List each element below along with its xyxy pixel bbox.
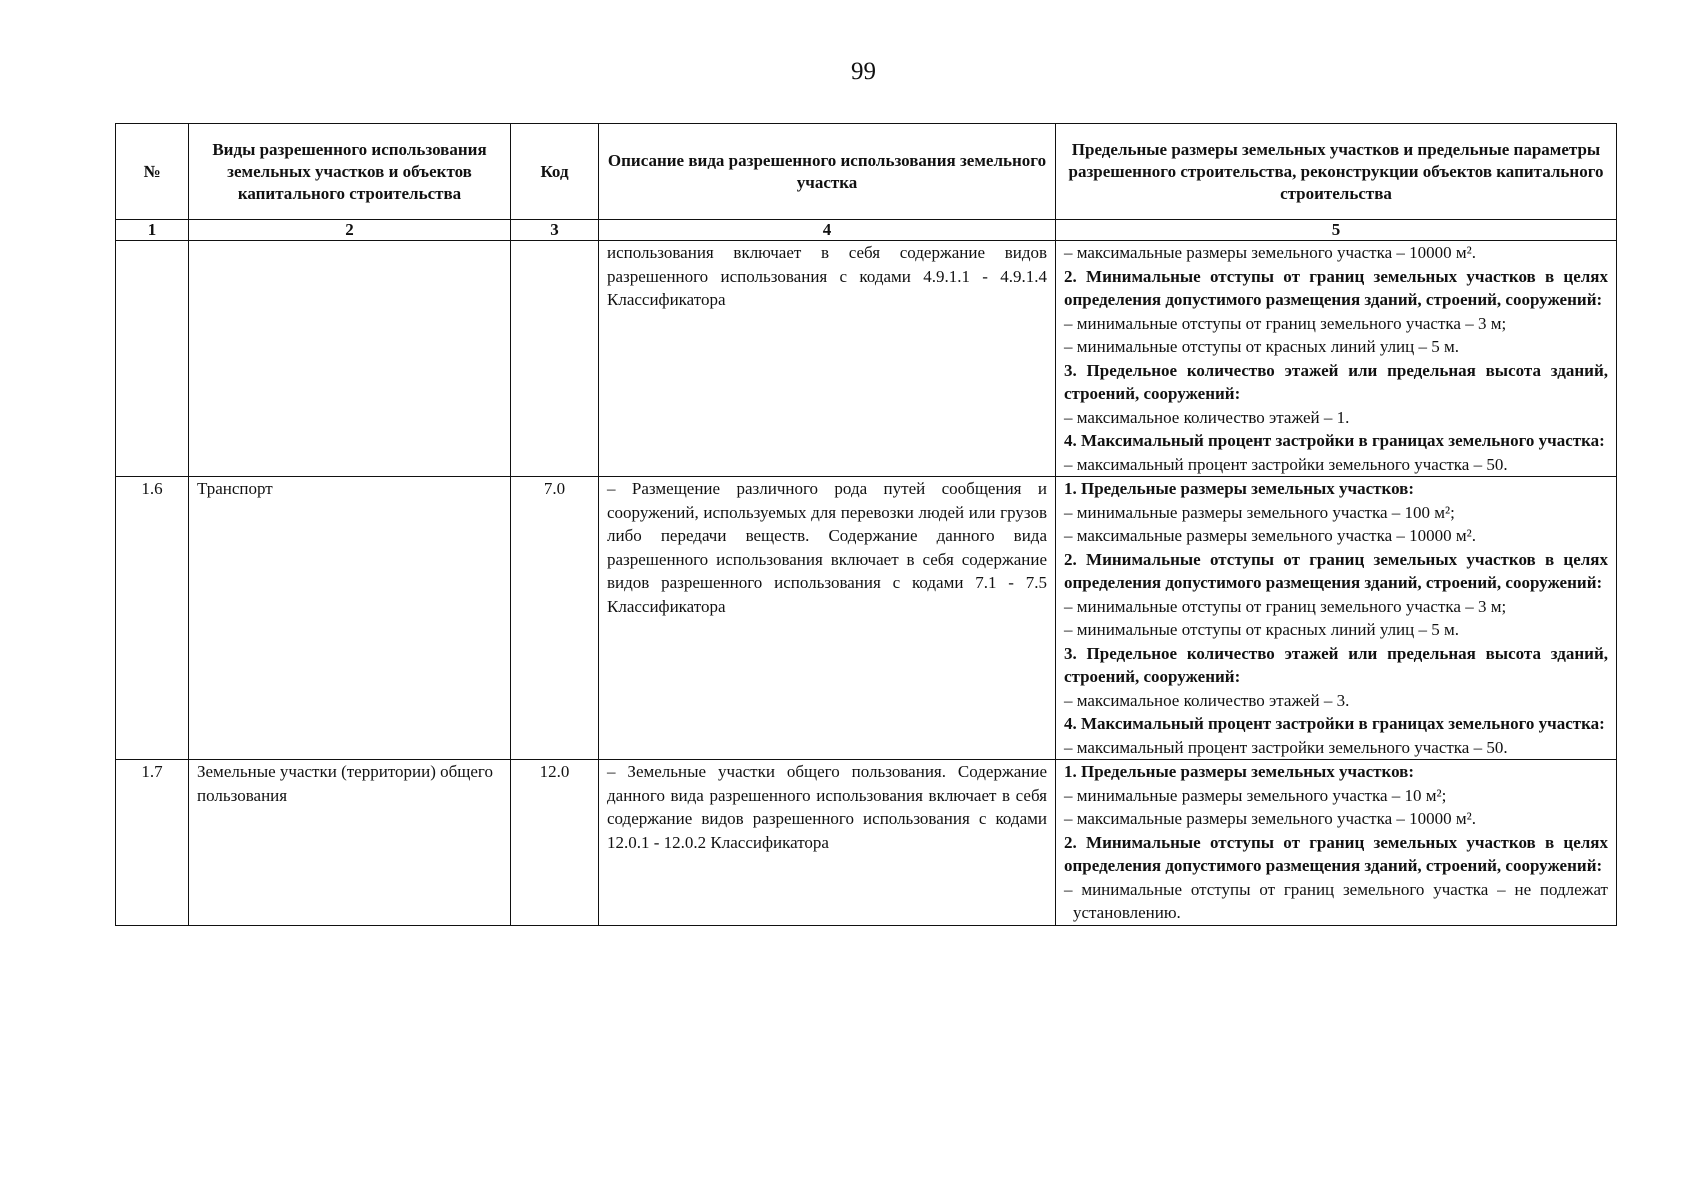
use-description: – Земельные участки общего пользования. Содержание данного вида разрешенного использования включает в себя содержание видов разрешенного использования с кодами 12.0.1 - 12.0.2 Классификатора — [599, 760, 1056, 926]
row-number — [116, 241, 189, 477]
parameter-item: – максимальные размеры земельного участка – 10000 м². — [1064, 243, 1476, 262]
column-number: 3 — [511, 220, 599, 241]
page-number: 99 — [851, 58, 876, 85]
parameter-item: – максимальное количество этажей – 3. — [1064, 690, 1350, 710]
table-row — [116, 477, 1617, 760]
use-type-name: Земельные участки (территории) общего пользования — [189, 760, 511, 926]
parameter-heading: 4. Максимальный процент застройки в границах земельного участка: — [1064, 714, 1605, 733]
header-number: № — [116, 124, 189, 220]
parameter-item: – максимальное количество этажей – 1. — [1064, 407, 1350, 427]
column-number: 1 — [116, 220, 189, 241]
parameters-cell — [1056, 241, 1617, 477]
use-type-code: 12.0 — [511, 760, 599, 926]
parameter-item: – максимальные размеры земельного участка – 10000 м². — [1064, 809, 1476, 828]
parameter-heading: 2. Минимальные отступы от границ земельных участков в целях определения допустимого размещения зданий, строений, сооружений: — [1064, 266, 1608, 309]
parameter-item: – максимальный процент застройки земельного участка – 50. — [1064, 737, 1508, 757]
parameter-item: – минимальные отступы от красных линий улиц – 5 м. — [1064, 337, 1460, 356]
table-row — [116, 241, 1617, 477]
parameter-item: – минимальные размеры земельного участка – 100 м²; — [1064, 502, 1455, 522]
header-use-type: Виды разрешенного использования земельных участков и объектов капитального строительства — [189, 124, 511, 220]
column-number: 2 — [189, 220, 511, 241]
use-type-name: Транспорт — [189, 477, 511, 760]
parameter-item: – минимальные отступы от границ земельного участка – не подлежат установлению. — [1064, 879, 1608, 922]
row-number: 1.6 — [116, 477, 189, 760]
use-type-code: 7.0 — [511, 477, 599, 760]
use-description: – Размещение различного рода путей сообщения и сооружений, используемых для перевозки людей или грузов либо передачи веществ. Содержание данного вида разрешенного использования включает в себя содержание видов разрешенного использования с кодами 7.1 - 7.5 Классификатора — [599, 477, 1056, 760]
column-number: 5 — [1056, 220, 1617, 241]
parameter-heading: 4. Максимальный процент застройки в границах земельного участка: — [1064, 431, 1605, 450]
column-numbers-row — [116, 220, 1617, 241]
header-code: Код — [511, 124, 599, 220]
table-row — [116, 760, 1617, 926]
parameter-heading: 2. Минимальные отступы от границ земельных участков в целях определения допустимого размещения зданий, строений, сооружений: — [1064, 549, 1608, 592]
parameter-item: – максимальные размеры земельного участка – 10000 м². — [1064, 526, 1476, 545]
parameter-heading: 2. Минимальные отступы от границ земельных участков в целях определения допустимого размещения зданий, строений, сооружений: — [1064, 832, 1608, 875]
row-number: 1.7 — [116, 760, 189, 926]
use-type-code — [511, 241, 599, 477]
parameter-item: – минимальные отступы от границ земельного участка – 3 м; — [1064, 313, 1507, 333]
use-description: использования включает в себя содержание видов разрешенного использования с кодами 4.9.1.1 - 4.9.1.4 Классификатора — [599, 241, 1056, 477]
parameter-heading: 1. Предельные размеры земельных участков: — [1064, 479, 1415, 498]
parameters-cell — [1056, 477, 1617, 760]
parameter-item: – максимальный процент застройки земельного участка – 50. — [1064, 454, 1508, 474]
parameters-cell — [1056, 760, 1617, 926]
parameter-item: – минимальные размеры земельного участка – 10 м²; — [1064, 785, 1447, 805]
header-parameters: Предельные размеры земельных участков и предельные параметры разрешенного строительства, реконструкции объектов капитального строительства — [1056, 124, 1617, 220]
parameter-heading: 3. Предельное количество этажей или предельная высота зданий, строений, сооружений: — [1064, 643, 1608, 686]
parameter-heading: 1. Предельные размеры земельных участков: — [1064, 762, 1415, 781]
table-header-row — [116, 124, 1617, 220]
column-number: 4 — [599, 220, 1056, 241]
land-use-table — [115, 123, 1617, 926]
header-description: Описание вида разрешенного использования земельного участка — [599, 124, 1056, 220]
use-type-name — [189, 241, 511, 477]
parameter-item: – минимальные отступы от границ земельного участка – 3 м; — [1064, 596, 1507, 616]
parameter-item: – минимальные отступы от красных линий улиц – 5 м. — [1064, 620, 1460, 639]
parameter-heading: 3. Предельное количество этажей или предельная высота зданий, строений, сооружений: — [1064, 360, 1608, 403]
